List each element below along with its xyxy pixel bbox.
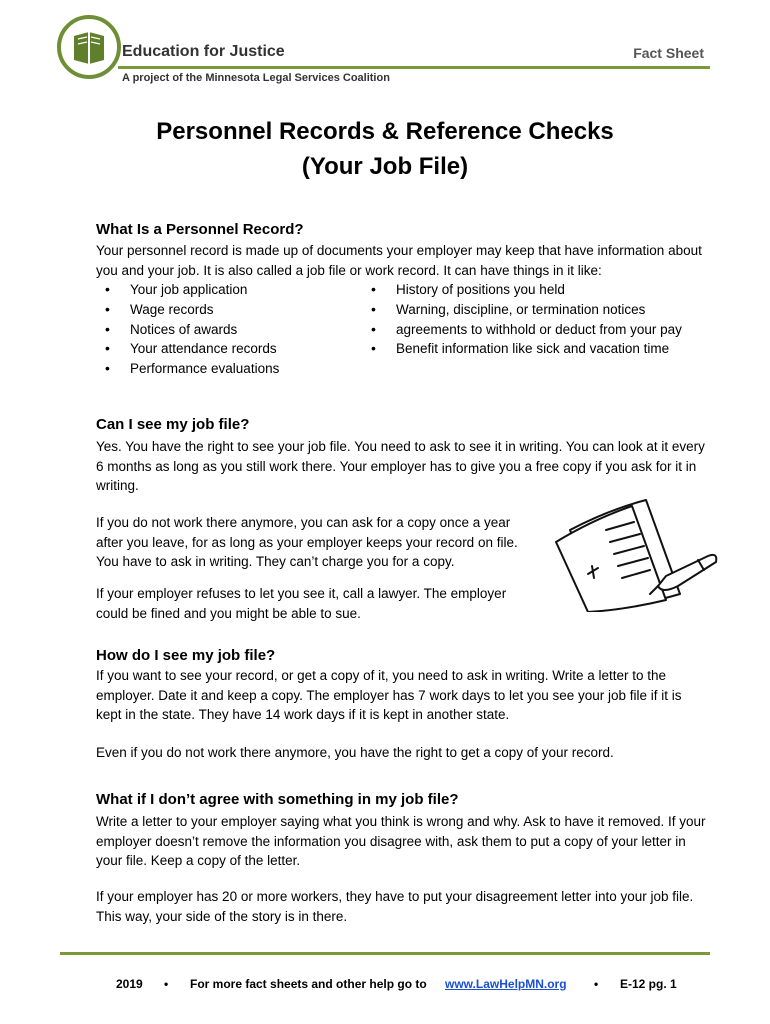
- org-name: Education for Justice: [122, 43, 285, 60]
- page-subtitle: (Your Job File): [301, 153, 469, 180]
- section-heading: How do I see my job file?: [96, 647, 276, 664]
- paragraph: If your employer refuses to let you see it, call a lawyer. The employer could be fined and you might be able to sue.: [96, 586, 507, 621]
- doc-type-label: Fact Sheet: [633, 45, 704, 61]
- bullet-list-left: [96, 280, 356, 379]
- list-item: • agreements to withhold or deduct from your pay: [362, 320, 712, 340]
- book-icon: [56, 14, 122, 80]
- section-heading: What if I don’t agree with something in my job file?: [96, 791, 459, 808]
- page-title: Personnel Records & Reference Checks: [156, 118, 614, 145]
- list-item: • Benefit information like sick and vacation time: [362, 339, 712, 359]
- footer-bullet: •: [164, 977, 169, 991]
- list-item: • Warning, discipline, or termination notices: [362, 300, 712, 320]
- paragraph: Your personnel record is made up of documents your employer may keep that have information about you and your job. It is also called a job file or work record. It can have things in it like:: [96, 243, 702, 278]
- header-rule: [118, 66, 710, 69]
- list-item: • Your attendance records: [96, 339, 356, 359]
- paragraph: Write a letter to your employer saying what you think is wrong and why. Ask to have it removed. If your employer doesn’t remove the information you disagree with, ask them to put a copy of your letter in your file. Keep a copy of the letter.: [96, 814, 706, 868]
- footer-link[interactable]: www.LawHelpMN.org: [445, 977, 567, 991]
- footer-page: E-12 pg. 1: [620, 977, 677, 991]
- list-item: • History of positions you held: [362, 280, 712, 300]
- document-pen-icon: [548, 490, 720, 612]
- list-item: • Performance evaluations: [96, 359, 356, 379]
- paragraph: Yes. You have the right to see your job file. You need to ask to see it in writing. You can look at it every 6 months as long as you still work there. Your employer has to give you a free copy if you ask for it in writing.: [96, 439, 705, 493]
- section-heading: Can I see my job file?: [96, 416, 250, 433]
- list-item: • Your job application: [96, 280, 356, 300]
- footer-rule: [60, 952, 710, 955]
- paragraph: If you do not work there anymore, you can ask for a copy once a year after you leave, for as long as your employer keeps your record on file. You have to ask in writing. They can’t charge you for a copy.: [96, 515, 518, 569]
- list-item: • Wage records: [96, 300, 356, 320]
- footer-year: 2019: [116, 977, 143, 991]
- footer-bullet: •: [594, 977, 599, 991]
- list-item: • Notices of awards: [96, 320, 356, 340]
- tagline: A project of the Minnesota Legal Services Coalition: [122, 72, 390, 84]
- paragraph: Even if you do not work there anymore, you have the right to get a copy of your record.: [96, 745, 614, 760]
- bullet-list-right: [362, 280, 712, 359]
- footer-text: For more fact sheets and other help go to: [190, 977, 427, 991]
- paragraph: If your employer has 20 or more workers, they have to put your disagreement letter into your job file. This way, your side of the story is in there.: [96, 889, 694, 924]
- paragraph: If you want to see your record, or get a copy of it, you need to ask in writing. Write a letter to the employer. Date it and keep a copy. The employer has 7 work days to let you see your job file if it is kept in the state. They have 14 work days if it is kept in another state.: [96, 668, 682, 722]
- section-heading: What Is a Personnel Record?: [96, 221, 304, 238]
